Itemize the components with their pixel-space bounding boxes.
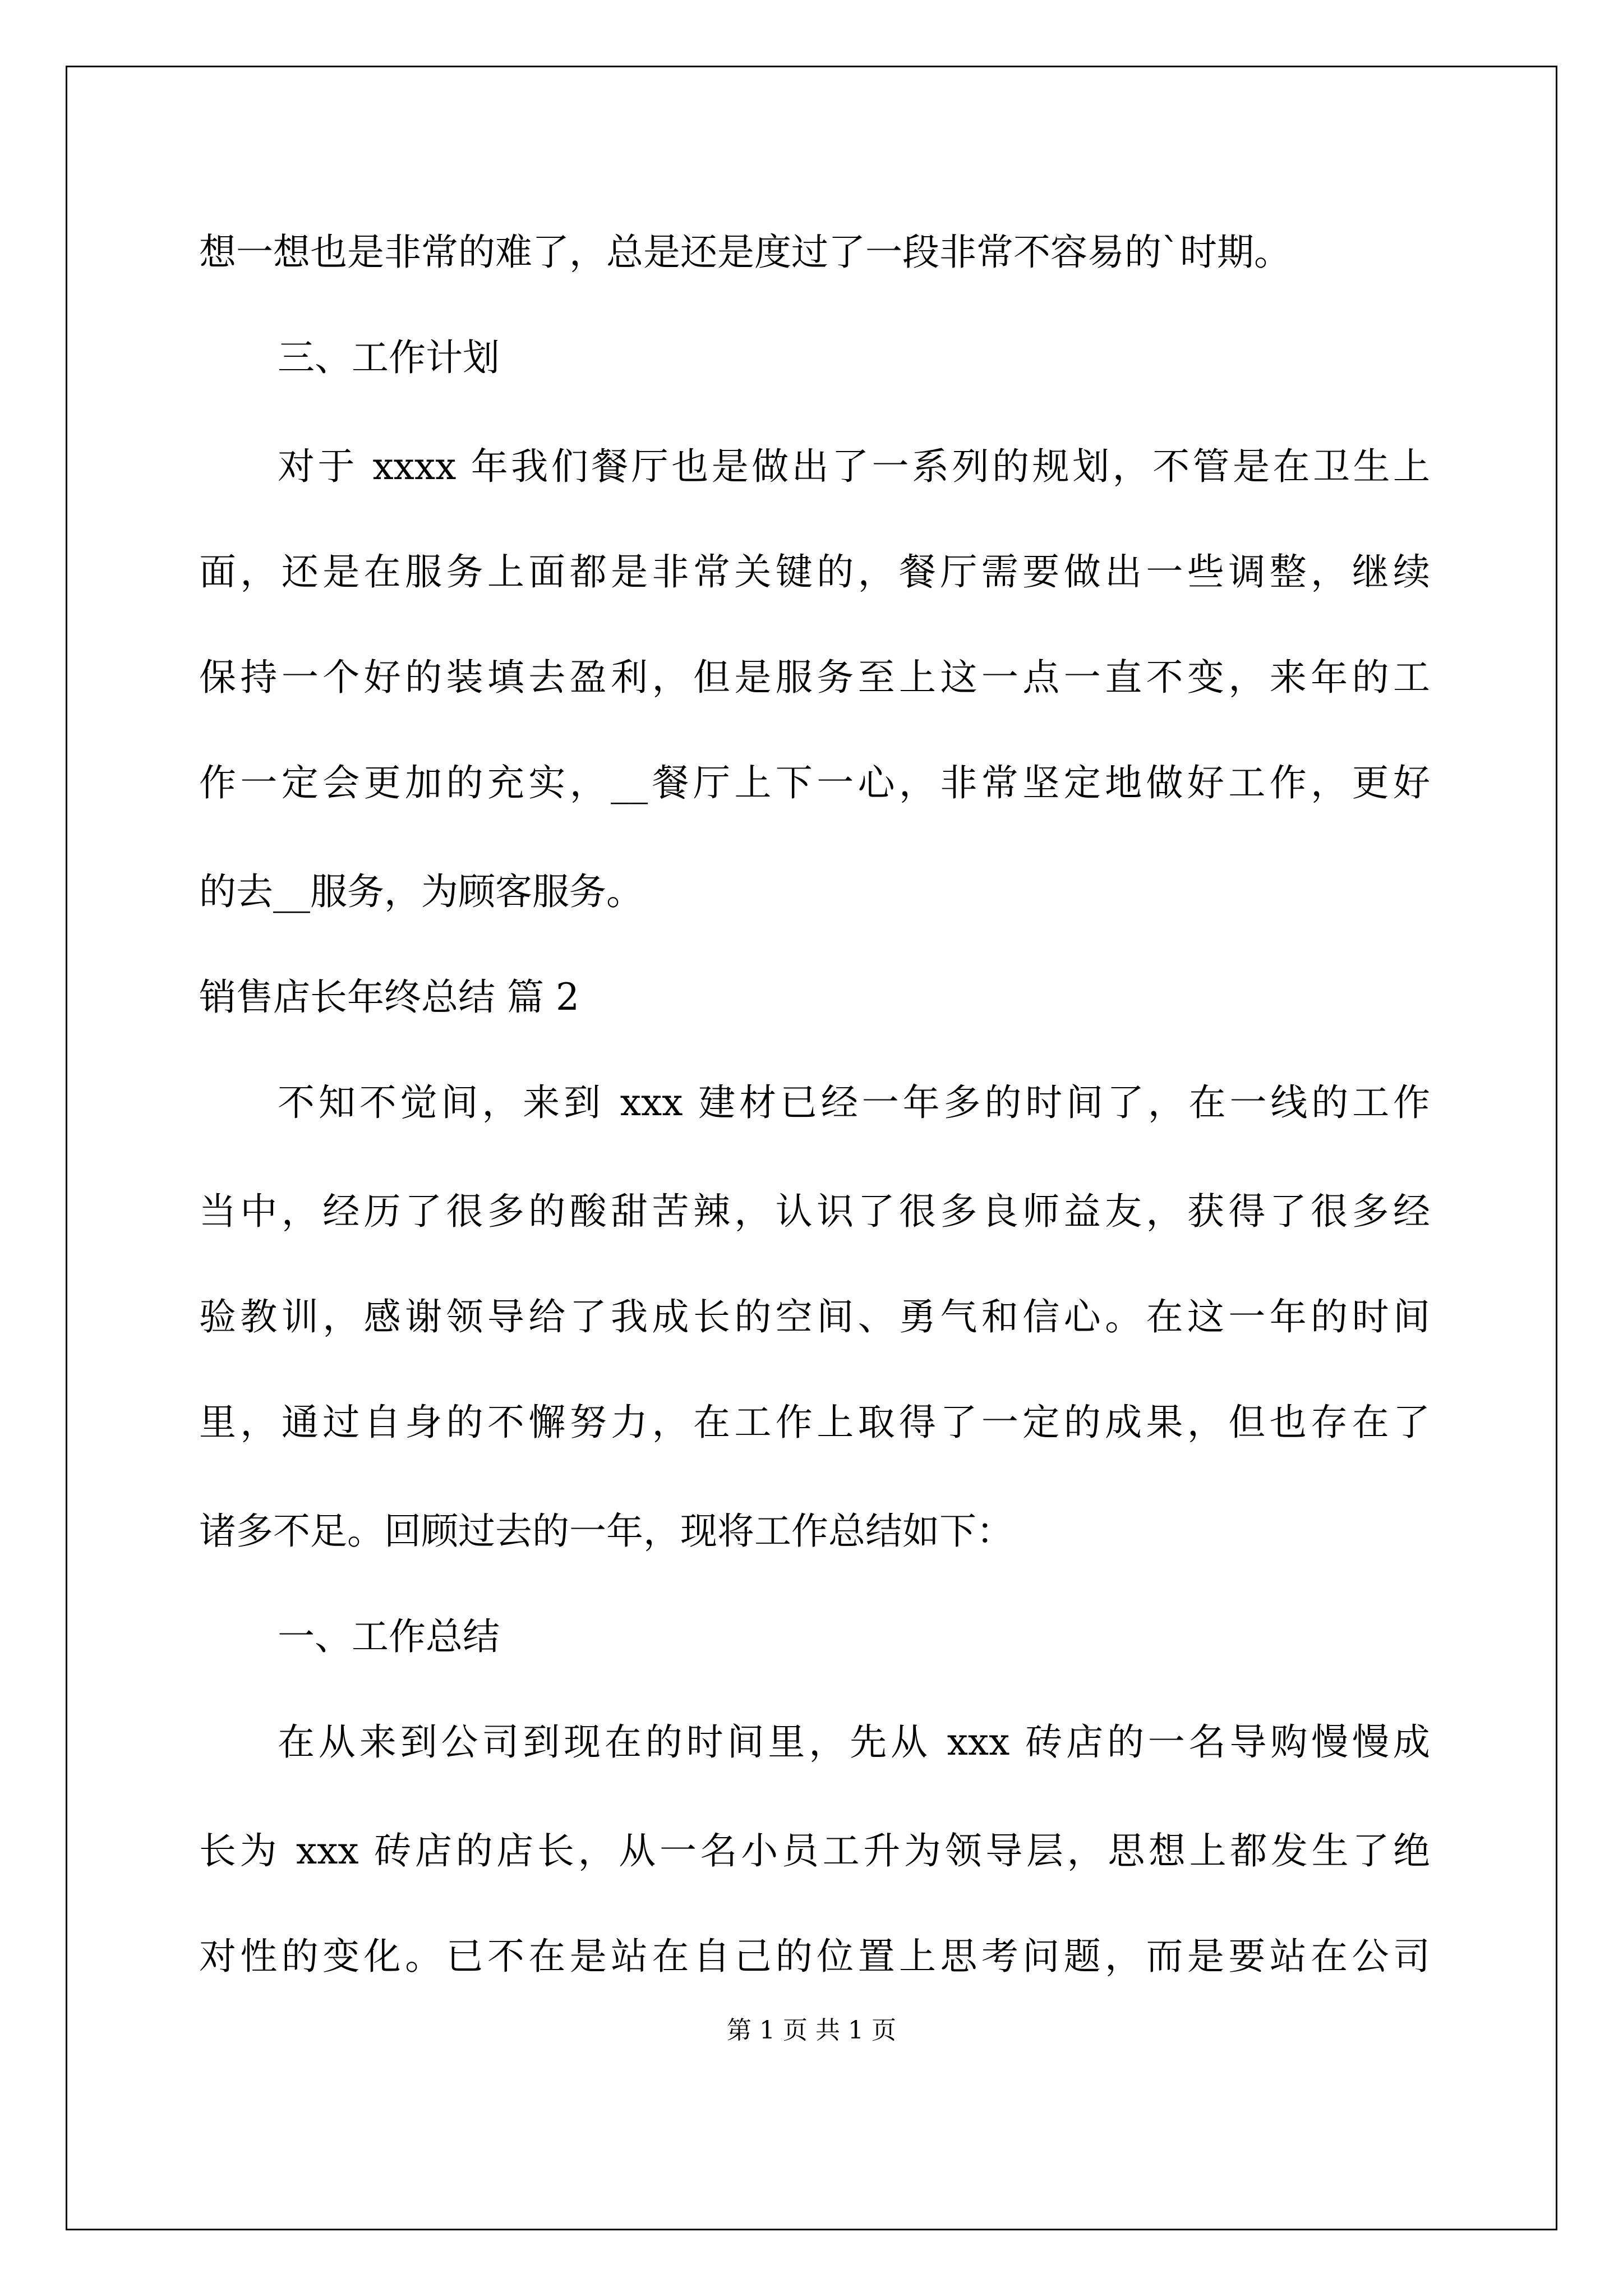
paragraph-line: 想一想也是非常的难了，总是还是度过了一段非常不容易的`时期。 xyxy=(199,231,1291,274)
paragraph-line: 保持一个好的装填去盈利，但是服务至上这一点一直不变，来年的工 xyxy=(199,656,1430,699)
paragraph-line: 当中，经历了很多的酸甜苦辣，认识了很多良师益友，获得了很多经 xyxy=(199,1190,1430,1233)
paragraph-line: 诸多不足。回顾过去的一年，现将工作总结如下： xyxy=(199,1510,1013,1553)
paragraph-line: 在从来到公司到现在的时间里，先从 xxx 砖店的一名导购慢慢成 xyxy=(278,1720,1430,1764)
section-heading-work-plan: 三、工作计划 xyxy=(278,336,500,379)
paragraph-line: 长为 xxx 砖店的店长，从一名小员工升为领导层，思想上都发生了绝 xyxy=(199,1829,1430,1872)
page-border xyxy=(66,66,1557,2230)
paragraph-line: 不知不觉间，来到 xxx 建材已经一年多的时间了，在一线的工作 xyxy=(278,1081,1430,1124)
paragraph-line: 的去__服务，为顾客服务。 xyxy=(199,870,643,913)
article-title-part-2: 销售店长年终总结 篇 2 xyxy=(199,976,579,1019)
paragraph-line: 对性的变化。已不在是站在自己的位置上思考问题，而是要站在公司 xyxy=(199,1935,1430,1978)
paragraph-line: 面，还是在服务上面都是非常关键的，餐厅需要做出一些调整，继续 xyxy=(199,550,1430,593)
paragraph-line: 对于 xxxx 年我们餐厅也是做出了一系列的规划，不管是在卫生上 xyxy=(278,445,1430,488)
section-heading-work-summary: 一、工作总结 xyxy=(278,1615,500,1658)
paragraph-line: 作一定会更加的充实，__餐厅上下一心，非常坚定地做好工作，更好 xyxy=(199,761,1430,804)
paragraph-line: 里，通过自身的不懈努力，在工作上取得了一定的成果，但也存在了 xyxy=(199,1401,1430,1444)
paragraph-line: 验教训，感谢领导给了我成长的空间、勇气和信心。在这一年的时间 xyxy=(199,1295,1430,1338)
page-footer: 第 1 页 共 1 页 xyxy=(727,2016,896,2045)
